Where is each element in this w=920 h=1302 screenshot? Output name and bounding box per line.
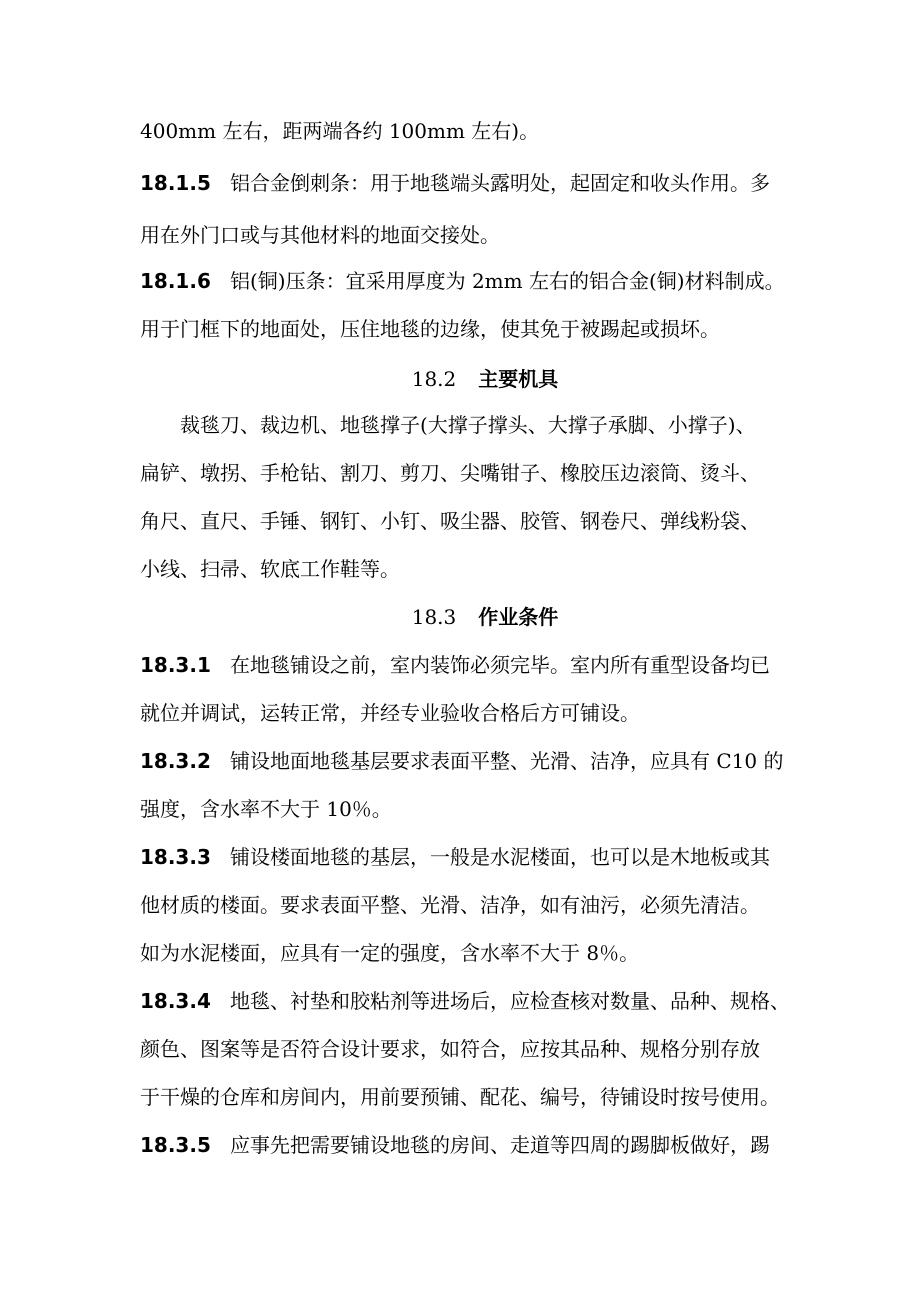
clause-18-3-5 xyxy=(140,1130,830,1160)
line-text: 小线、扫帚、软底工作鞋等。 xyxy=(140,557,400,581)
text-line xyxy=(140,554,830,584)
line-text: 用于门框下的地面处，压住地毯的边缘，使其免于被踢起或损坏。 xyxy=(140,317,720,341)
text-line xyxy=(140,410,870,440)
clause-number: 18.3.4 xyxy=(140,989,211,1013)
text-line xyxy=(140,794,830,824)
clause-18-1-5 xyxy=(140,168,830,198)
line-text: 角尺、直尺、手锤、钢钉、小钉、吸尘器、胶管、钢卷尺、弹线粉袋、 xyxy=(140,509,760,533)
clause-number: 18.3.2 xyxy=(140,749,211,773)
section-number: 18.3 xyxy=(411,605,457,629)
line-text: 颜色、图案等是否符合设计要求，如符合，应按其品种、规格分别存放 xyxy=(140,1037,760,1061)
text-line xyxy=(140,1034,830,1064)
clause-number: 18.3.1 xyxy=(140,653,211,677)
line-text: 用在外门口或与其他材料的地面交接处。 xyxy=(140,223,500,247)
line-text: 铺设楼面地毯的基层，一般是水泥楼面，也可以是木地板或其 xyxy=(230,845,770,869)
clause-18-1-6 xyxy=(140,266,830,296)
line-text: 400mm 左右，距两端各约 100mm 左右)。 xyxy=(140,119,540,143)
line-text: 扁铲、墩拐、手枪钻、割刀、剪刀、尖嘴钳子、橡胶压边滚筒、烫斗、 xyxy=(140,461,760,485)
section-title: 作业条件 xyxy=(478,605,559,629)
section-number: 18.2 xyxy=(411,367,457,391)
line-text: 应事先把需要铺设地毯的房间、走道等四周的踢脚板做好，踢 xyxy=(230,1133,770,1157)
text-line xyxy=(140,1082,830,1112)
clause-18-3-2 xyxy=(140,746,830,776)
clause-number: 18.3.3 xyxy=(140,845,211,869)
text-line xyxy=(140,116,830,146)
section-heading-18-2 xyxy=(140,364,830,394)
line-text: 铺设地面地毯基层要求表面平整、光滑、洁净，应具有 C10 的 xyxy=(230,749,784,773)
clause-18-3-4 xyxy=(140,986,830,1016)
text-line xyxy=(140,506,830,536)
clause-18-3-1 xyxy=(140,650,830,680)
text-line xyxy=(140,890,830,920)
section-title: 主要机具 xyxy=(478,367,559,391)
section-heading-18-3 xyxy=(140,602,830,632)
line-text: 于干燥的仓库和房间内，用前要预铺、配花、编号，待铺设时按号使用。 xyxy=(140,1085,780,1109)
line-text: 就位并调试，运转正常，并经专业验收合格后方可铺设。 xyxy=(140,701,640,725)
line-text: 在地毯铺设之前，室内装饰必须完毕。室内所有重型设备均已 xyxy=(230,653,770,677)
text-line xyxy=(140,220,830,250)
text-line xyxy=(140,458,830,488)
clause-18-3-3 xyxy=(140,842,830,872)
text-line xyxy=(140,698,830,728)
text-line xyxy=(140,314,830,344)
line-text: 他材质的楼面。要求表面平整、光滑、洁净，如有油污，必须先清洁。 xyxy=(140,893,760,917)
line-text: 强度，含水率不大于 10％。 xyxy=(140,797,392,821)
line-text: 如为水泥楼面，应具有一定的强度，含水率不大于 8％。 xyxy=(140,941,640,965)
line-text: 铝合金倒刺条：用于地毯端头露明处，起固定和收头作用。多 xyxy=(230,171,770,195)
clause-number: 18.3.5 xyxy=(140,1133,211,1157)
line-text: 裁毯刀、裁边机、地毯撑子(大撑子撑头、大撑子承脚、小撑子)、 xyxy=(180,413,756,437)
clause-number: 18.1.6 xyxy=(140,269,211,293)
line-text: 铝(铜)压条：宜采用厚度为 2mm 左右的铝合金(铜)材料制成。 xyxy=(230,269,785,293)
line-text: 地毯、衬垫和胶粘剂等进场后，应检查核对数量、品种、规格、 xyxy=(230,989,790,1013)
clause-number: 18.1.5 xyxy=(140,171,211,195)
text-line xyxy=(140,938,830,968)
